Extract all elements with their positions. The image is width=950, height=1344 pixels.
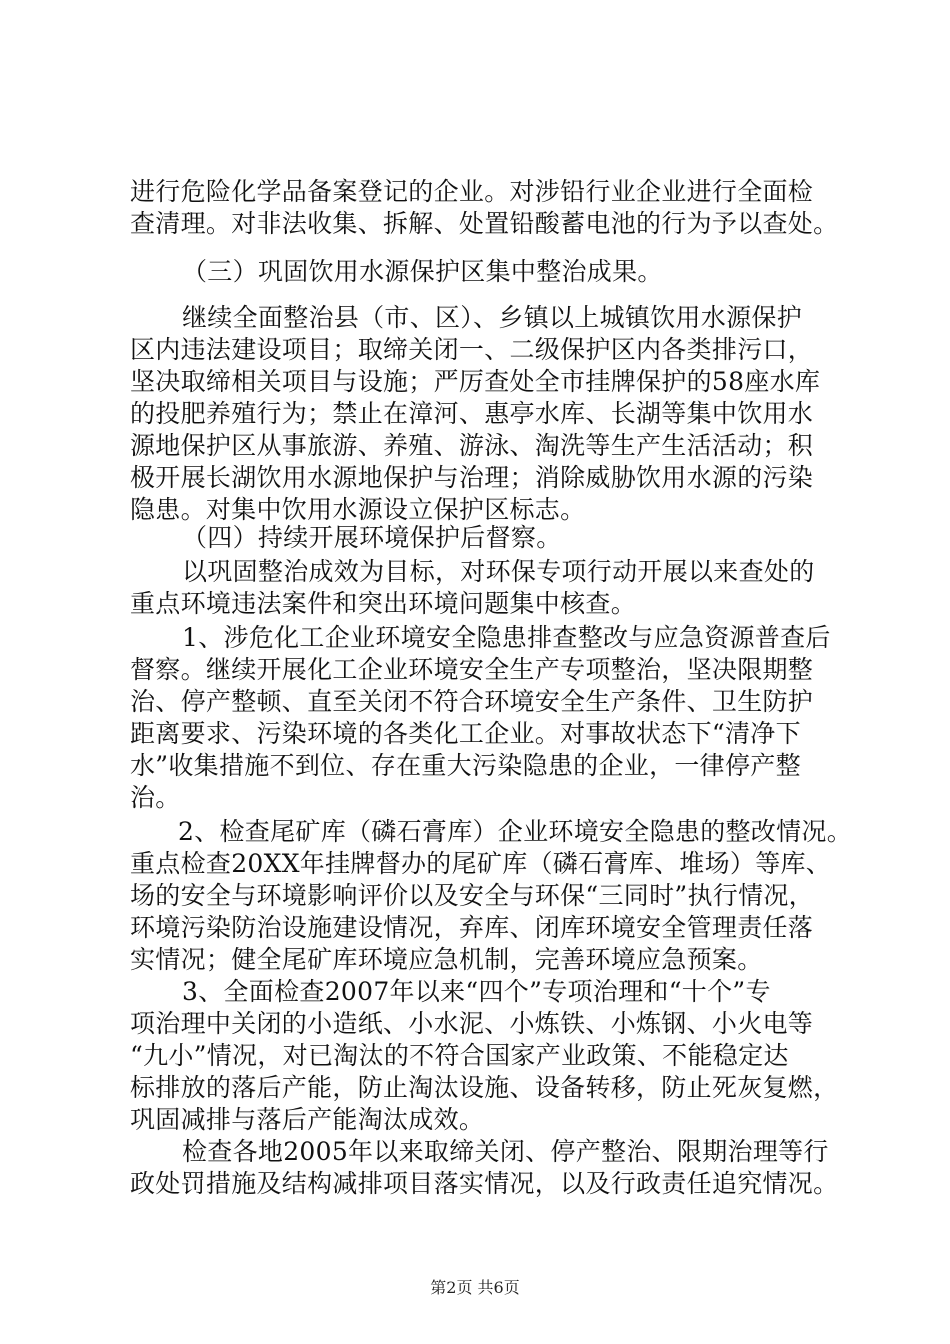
body-line: 巩固减排与落后产能淘汰成效。 [130,1105,485,1134]
body-line: 继续全面整治县（市、区）、乡镇以上城镇饮用水源保护 [182,303,803,332]
body-line: 项治理中关闭的小造纸、小水泥、小炼铁、小炼钢、小火电等 [130,1009,814,1038]
body-line: 1、涉危化工企业环境安全隐患排查整改与应急资源普查后 [182,623,831,652]
body-line: 标排放的落后产能，防止淘汰设施、设备转移，防止死灰复燃， [130,1073,839,1102]
body-line: 督察。继续开展化工企业环境安全生产专项整治，坚决限期整 [130,655,814,684]
body-line: 以巩固整治成效为目标，对环保专项行动开展以来查处的 [182,557,815,586]
body-line: 距离要求、污染环境的各类化工企业。对事故状态下“清净下 [130,719,801,748]
body-line: 极开展长湖饮用水源地保护与治理；消除威胁饮用水源的污染 [130,463,814,492]
body-line: 环境污染防治设施建设情况，弃库、闭库环境安全管理责任落 [130,913,814,942]
body-line: “九小”情况，对已淘汰的不符合国家产业政策、不能稳定达 [130,1041,789,1070]
body-line: 进行危险化学品备案登记的企业。对涉铅行业企业进行全面检 [130,177,814,206]
page-footer: 第2页 共6页 [430,1278,520,1297]
body-line: 区内违法建设项目；取缔关闭一、二级保护区内各类排污口， [130,335,814,364]
body-line: 重点环境违法案件和突出环境问题集中核查。 [130,589,637,618]
section-heading: （三）巩固饮用水源保护区集中整治成果。 [182,257,663,286]
body-line: 查清理。对非法收集、拆解、处置铅酸蓄电池的行为予以查处。 [130,209,839,238]
body-line: 3、全面检查2007年以来“四个”专项治理和“十个”专 [182,977,771,1006]
body-line: 隐患。对集中饮用水源设立保护区标志。 [130,495,586,524]
body-line: 治。 [130,783,181,812]
body-line: 水”收集措施不到位、存在重大污染隐患的企业，一律停产整 [130,751,801,780]
body-line: 的投肥养殖行为；禁止在漳河、惠亭水库、长湖等集中饮用水 [130,399,814,428]
body-line: 实情况；健全尾矿库环境应急机制，完善环境应急预案。 [130,945,763,974]
body-line: 治、停产整顿、直至关闭不符合环境安全生产条件、卫生防护 [130,687,814,716]
body-line: 场的安全与环境影响评价以及安全与环保“三同时”执行情况， [130,881,814,910]
section-heading: （四）持续开展环境保护后督察。 [182,523,562,552]
body-line: 政处罚措施及结构减排项目落实情况，以及行政责任追究情况。 [130,1169,839,1198]
body-line: 检查各地2005年以来取缔关闭、停产整治、限期治理等行 [182,1137,829,1166]
body-line: 重点检查20XX年挂牌督办的尾矿库（磷石膏库、堆场）等库、 [130,849,832,878]
body-line: 坚决取缔相关项目与设施；严厉查处全市挂牌保护的58座水库 [130,367,821,396]
body-line: 2、检查尾矿库（磷石膏库）企业环境安全隐患的整改情况。 [178,817,853,846]
body-line: 源地保护区从事旅游、养殖、游泳、淘洗等生产生活活动；积 [130,431,814,460]
